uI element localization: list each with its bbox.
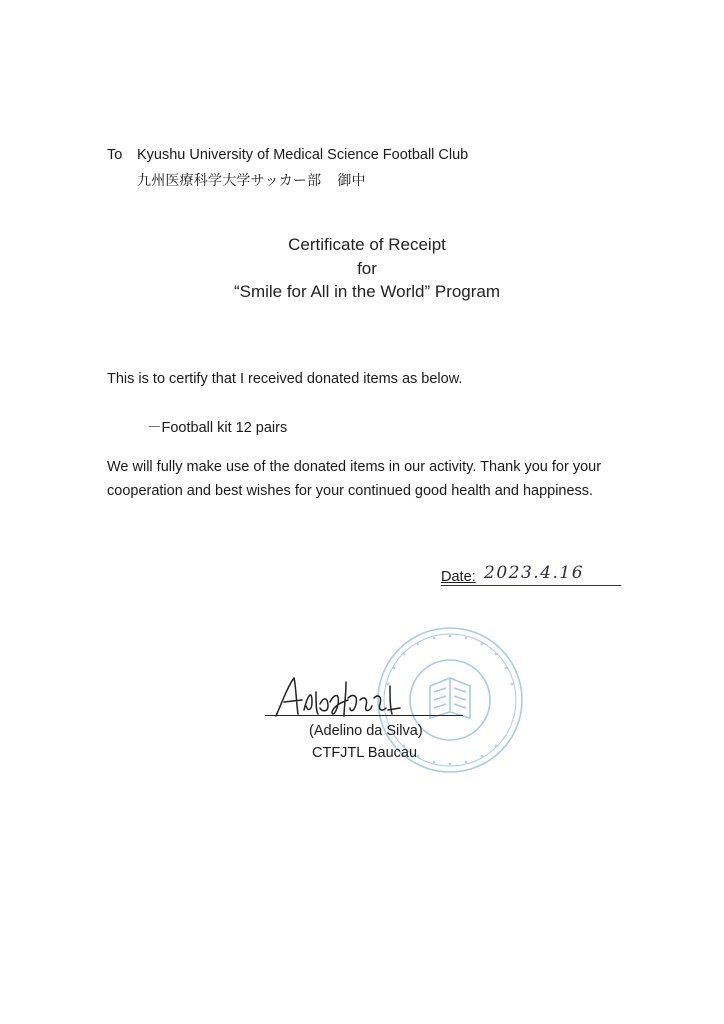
title-line-2: for (357, 258, 377, 278)
date-value: 2023.4.16 (484, 563, 585, 583)
signer-name: (Adelino da Silva) (309, 723, 423, 739)
title-line-3: “Smile for All in the World” Program (233, 282, 501, 301)
to-label: To (107, 147, 123, 163)
recipient-name-jp: 九州医療科学大学サッカー部 (137, 173, 322, 189)
certificate-title (0, 233, 724, 304)
certify-statement: This is to certify that I received donated items as below. (107, 371, 463, 387)
signer-organization: CTFJTL Baucau (312, 745, 418, 761)
thanks-paragraph-line-2: cooperation and best wishes for your continued good health and happiness. (107, 483, 594, 499)
thanks-paragraph-line-1: We will fully make use of the donated items in our activity. Thank you for your (107, 459, 602, 475)
signature-line (265, 715, 463, 716)
recipient-line-jp (137, 170, 366, 190)
donated-item: －Football kit 12 pairs (147, 420, 288, 436)
recipient-honorific: 御中 (337, 173, 366, 189)
recipient-name-en: Kyushu University of Medical Science Football Club (137, 147, 469, 163)
title-line-1: Certificate of Receipt (288, 235, 446, 254)
recipient-line (107, 147, 468, 163)
date-label: Date: (441, 569, 476, 585)
date-underline (441, 585, 621, 586)
